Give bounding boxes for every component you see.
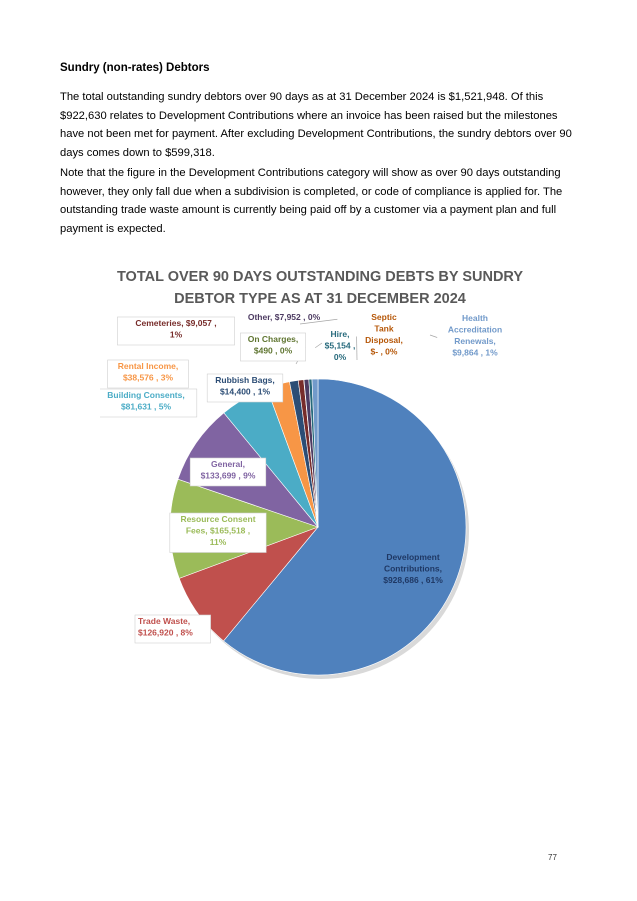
data-label-line: $9,864 , 1% [452, 347, 498, 358]
data-label-line: General, [210, 459, 246, 469]
paragraph-summary: The total outstanding sundry debtors over 90 days as at 31 December 2024 is $1,521,948. Of this $922,630 relates to Development Contributions where an invoice has been raised but the milestones have not been met for payment. After excluding Development Contributions, the sundry debtors over 90 days comes down to $599,318. [60, 91, 572, 159]
chart-title-line: TOTAL OVER 90 DAYS OUTSTANDING DEBTS BY SUNDRY [116, 269, 524, 285]
data-label-line: On Charges, [247, 334, 299, 344]
data-label-line: Building Consents, [107, 390, 185, 400]
data-label-line: 0% [333, 352, 347, 362]
pie-chart [100, 258, 540, 698]
data-label-resource-consent-fees [170, 513, 266, 553]
data-label-line: Tank [374, 323, 394, 334]
data-label-line: $928,686 , 61% [383, 575, 443, 585]
data-label-line: Disposal, [365, 335, 403, 345]
data-label-health-accreditation-renewals [430, 313, 502, 358]
data-label-line: $490 , 0% [253, 345, 293, 356]
data-label-cemeteries [117, 317, 234, 345]
data-label-line: Renewals, [454, 336, 496, 346]
data-label-line: Resource Consent [180, 514, 256, 524]
data-label-line: Accreditation [447, 324, 503, 335]
data-label-line: Cemeteries, $9,057 , [135, 318, 217, 328]
paragraph-note: Note that the figure in the Development Contributions category will show as over 90 days outstanding however, they only fall due when a subdivision is completed, or code of compliance is applied for. The outstanding trade waste amount is currently being paid off by a customer via a payment plan and full payment is expected. [60, 167, 563, 235]
data-label-building-consents [100, 389, 197, 417]
data-label-line: $- , 0% [370, 346, 398, 357]
data-label-line: $14,400 , 1% [219, 386, 271, 397]
data-label-other [248, 312, 338, 324]
data-label-line: $5,154 , [324, 340, 356, 351]
data-label-line: Health [462, 313, 488, 323]
data-label-line: Contributions, [383, 563, 443, 574]
data-label-general [190, 458, 266, 486]
data-label-hire [315, 329, 355, 362]
leader-line [430, 335, 437, 338]
data-label-trade-waste [135, 615, 211, 643]
data-label-line: $133,699 , 9% [200, 470, 256, 481]
data-label-development-contributions [383, 552, 443, 585]
data-label-septic-tank-disposal [357, 312, 403, 360]
page-number: 77 [548, 853, 557, 862]
data-label-rubbish-bags [207, 374, 283, 402]
data-label-line: $38,576 , 3% [122, 372, 174, 383]
data-label-rental-income [108, 360, 189, 388]
data-label-line: Rubbish Bags, [215, 375, 275, 385]
data-label-line: 1% [169, 329, 183, 340]
chart-title-line: DEBTOR TYPE AS AT 31 DECEMBER 2024 [174, 291, 466, 307]
data-label-line: Development [386, 552, 440, 562]
data-label-line: $81,631 , 5% [120, 401, 172, 412]
data-label-line: Hire, [330, 329, 350, 339]
data-label-line: Fees, $165,518 , [185, 525, 251, 536]
data-label-on-charges [240, 333, 305, 364]
data-label-line: Rental Income, [117, 361, 179, 371]
data-label-line: Trade Waste, [138, 616, 191, 626]
section-heading: Sundry (non-rates) Debtors [60, 62, 210, 74]
data-label-line: Septic [371, 312, 397, 322]
leader-line [315, 343, 322, 348]
data-label-line: Other, $7,952 , 0% [247, 312, 321, 322]
data-label-line: 11% [209, 537, 227, 547]
data-label-line: $126,920 , 8% [138, 627, 193, 638]
